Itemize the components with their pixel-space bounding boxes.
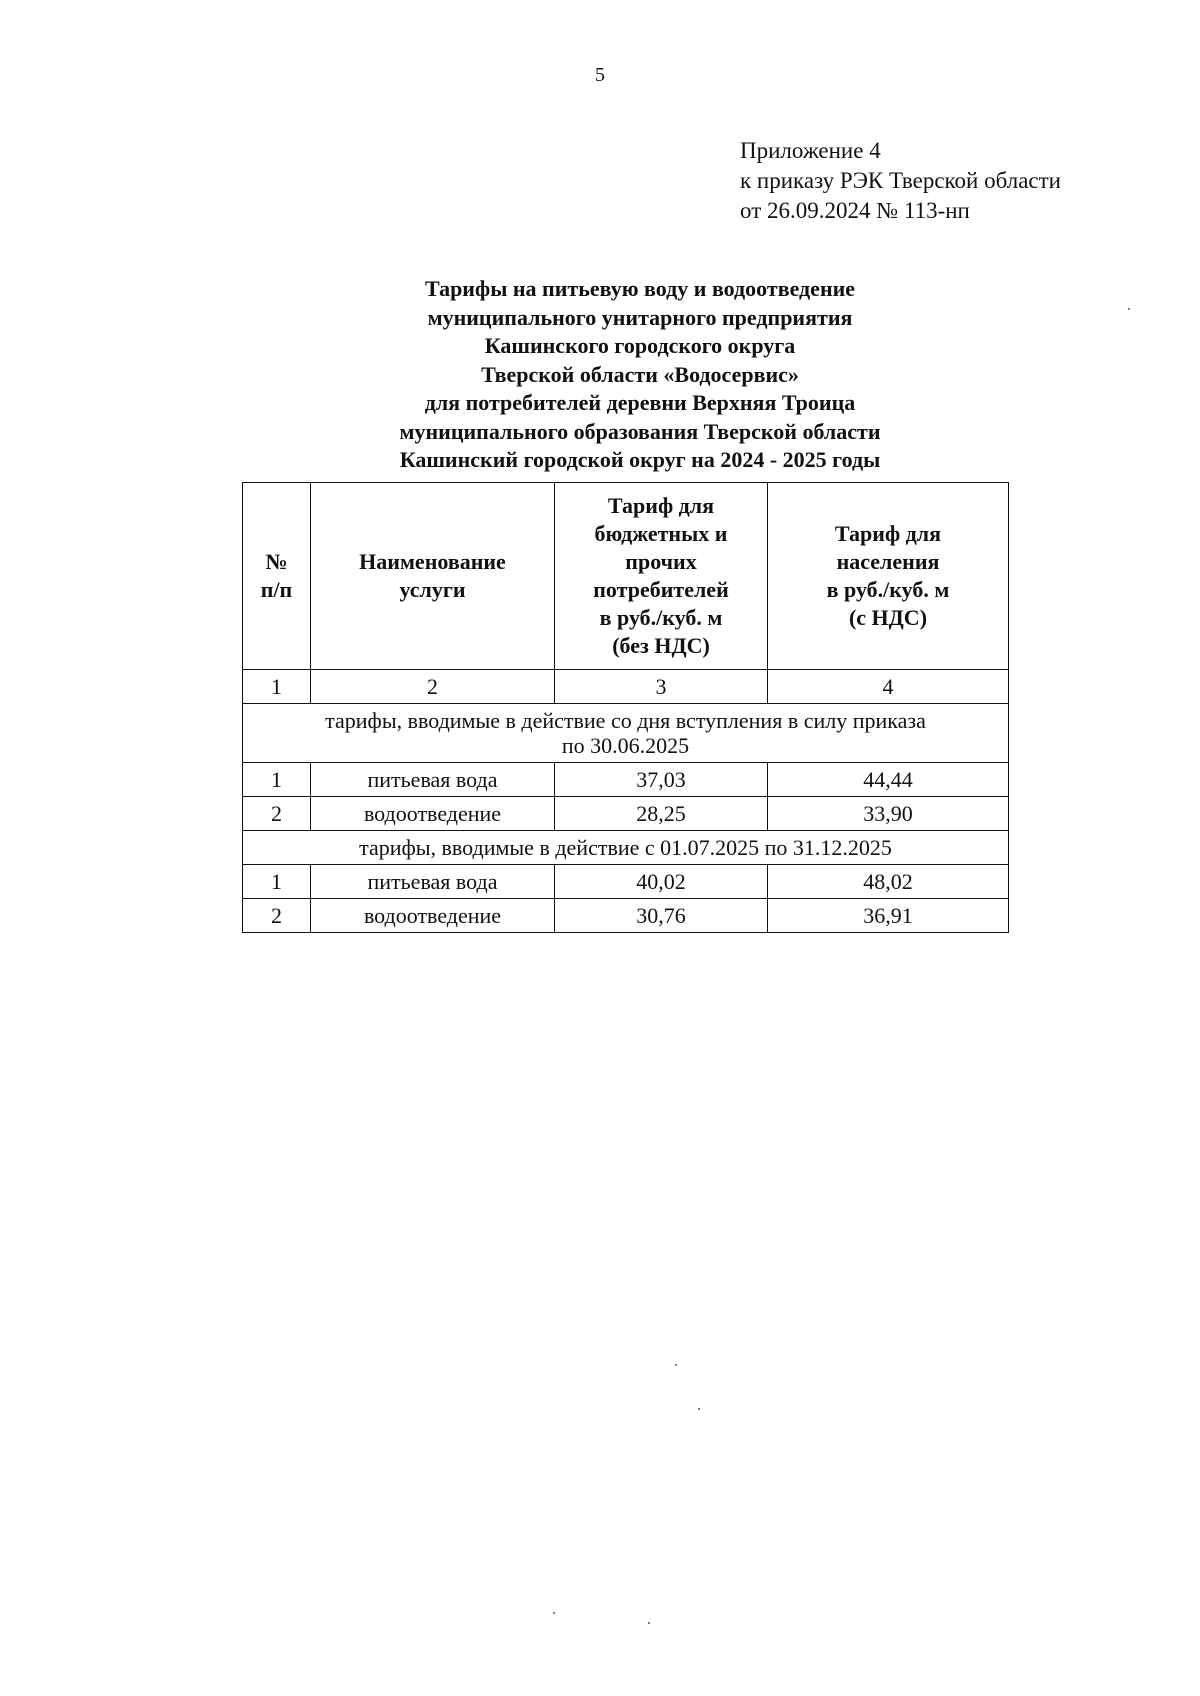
period-label-line-1: тарифы, вводимые в действие со дня вступления в силу приказа (325, 708, 926, 733)
tariff-table (242, 482, 1009, 933)
period-label-line-2: по 30.06.2025 (561, 733, 690, 758)
header-population-line-2: населения (836, 549, 940, 574)
table-row (243, 797, 1009, 831)
table-row (243, 763, 1009, 797)
title-line-2: муниципального унитарного предприятия (427, 304, 853, 330)
population-tariff-value: 33,90 (768, 797, 1009, 831)
budget-tariff-value: 30,76 (555, 899, 768, 933)
column-index-cell: 4 (768, 670, 1009, 704)
header-population-line-3: в руб./куб. м (826, 577, 950, 602)
document-title (300, 275, 980, 475)
appendix-line-2: к приказу РЭК Тверской области (740, 168, 1061, 193)
population-tariff-value: 36,91 (768, 899, 1009, 933)
header-budget-line-4: потребителей (593, 577, 729, 602)
population-tariff-value: 44,44 (768, 763, 1009, 797)
title-line-4: Тверской области «Водосервис» (481, 361, 799, 387)
table-row (243, 899, 1009, 933)
appendix-line-1: Приложение 4 (740, 138, 881, 163)
service-name: питьевая вода (311, 763, 555, 797)
header-budget-line-5: в руб./куб. м (599, 605, 723, 630)
header-budget-line-6: (без НДС) (612, 633, 710, 658)
row-number: 2 (243, 797, 311, 831)
column-index-cell: 2 (311, 670, 555, 704)
period-label (243, 704, 1009, 763)
budget-tariff-value: 40,02 (555, 865, 768, 899)
title-line-5: для потребителей деревни Верхняя Троица (424, 390, 856, 415)
header-population-tariff (768, 483, 1009, 670)
header-service-line-1: Наименование (359, 549, 506, 574)
row-number: 1 (243, 763, 311, 797)
header-population-line-1: Тариф для (834, 521, 942, 546)
budget-tariff-value: 37,03 (555, 763, 768, 797)
title-line-6: муниципального образования Тверской области (399, 418, 881, 444)
scan-speck (648, 1622, 650, 1624)
column-index-cell: 1 (243, 670, 311, 704)
header-service-line-2: услуги (399, 577, 466, 602)
table-header-row (243, 483, 1009, 670)
budget-tariff-value: 28,25 (555, 797, 768, 831)
scan-speck (675, 1364, 677, 1366)
header-population-line-4: (с НДС) (848, 605, 928, 630)
title-line-1: Тарифы на питьевую воду и водоотведение (424, 276, 856, 301)
row-number: 1 (243, 865, 311, 899)
period-header-row (243, 704, 1009, 763)
column-index-cell: 3 (555, 670, 768, 704)
scan-speck (553, 1612, 555, 1614)
service-name: питьевая вода (311, 865, 555, 899)
header-service-name (311, 483, 555, 670)
table-row (243, 865, 1009, 899)
page-number: 5 (595, 64, 605, 86)
header-budget-line-1: Тариф для (607, 493, 715, 518)
title-line-7: Кашинский городской округ на 2024 - 2025 годы (399, 447, 881, 472)
scan-speck (698, 1408, 700, 1410)
period-header-row (243, 831, 1009, 865)
appendix-line-3: от 26.09.2024 № 113-нп (740, 198, 970, 223)
header-number-line-2: п/п (260, 577, 293, 602)
appendix-reference (740, 136, 1061, 226)
service-name: водоотведение (311, 899, 555, 933)
title-line-3: Кашинского городского округа (484, 333, 796, 358)
period-label-line-1: тарифы, вводимые в действие с 01.07.2025 по 31.12.2025 (359, 835, 892, 860)
row-number: 2 (243, 899, 311, 933)
header-budget-tariff (555, 483, 768, 670)
scan-speck (1128, 308, 1130, 310)
header-budget-line-3: прочих (625, 549, 697, 574)
period-label (243, 831, 1009, 865)
column-index-row (243, 670, 1009, 704)
population-tariff-value: 48,02 (768, 865, 1009, 899)
header-budget-line-2: бюджетных и (594, 521, 728, 546)
service-name: водоотведение (311, 797, 555, 831)
header-number-line-1: № (265, 549, 288, 574)
header-number (243, 483, 311, 670)
